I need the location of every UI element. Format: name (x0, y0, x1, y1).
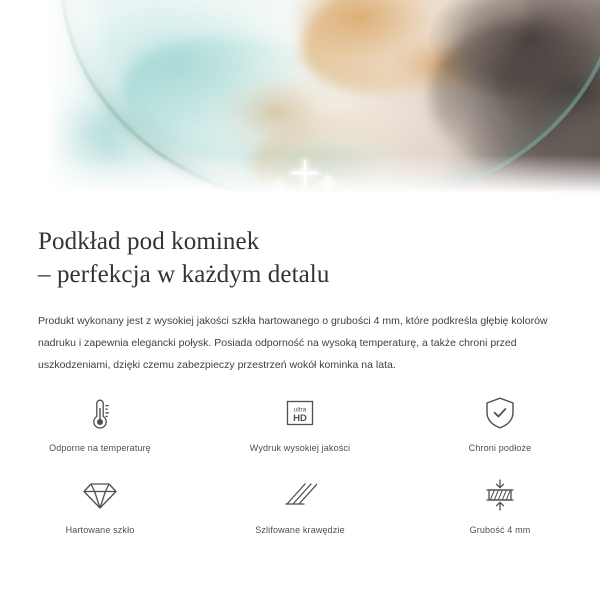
ultra-hd-icon (283, 392, 317, 434)
feature-item-polished-edges (200, 474, 400, 550)
svg-text:HD: HD (293, 413, 307, 424)
feature-item-thickness (400, 474, 600, 550)
page-title-line-1: Podkład pod kominek (38, 228, 260, 255)
feature-label: Grubość 4 mm (469, 525, 531, 535)
thermometer-icon (87, 392, 113, 434)
feature-item-surface-protection (400, 392, 600, 468)
feature-label: Chroni podłoże (468, 443, 532, 453)
page-title (0, 225, 600, 291)
page-title-line-2: – perfekcja w każdym detalu (38, 261, 330, 288)
hero-mask-bottom (0, 155, 600, 215)
shield-check-icon (484, 392, 516, 434)
feature-item-tempered-glass (0, 474, 200, 550)
hero-product-image (0, 0, 600, 215)
svg-text:ultra: ultra (293, 406, 307, 414)
feature-item-print-quality (200, 392, 400, 468)
thickness-arrows-icon (483, 474, 517, 516)
feature-label: Szlifowane krawędzie (255, 525, 345, 535)
polished-edges-icon (283, 474, 317, 516)
feature-label: Wydruk wysokiej jakości (249, 443, 351, 453)
diamond-icon (82, 474, 118, 516)
feature-label: Odporne na temperaturę (49, 443, 151, 453)
feature-label: Hartowane szkło (65, 525, 135, 535)
feature-item-temperature (0, 392, 200, 468)
text-block (0, 225, 600, 376)
description-paragraph: Produkt wykonany jest z wysokiej jakości szkła hartowanego o grubości 4 mm, które podkreśla głębię kolorów nadruku i zapewnia elegancki połysk. Posiada odporność na wysoką temperaturę, a także chroni przed uszkodzeniami, dzięki czemu zabezpieczy przestrzeń wokół kominka na lata. (38, 315, 548, 371)
feature-grid (0, 392, 600, 550)
